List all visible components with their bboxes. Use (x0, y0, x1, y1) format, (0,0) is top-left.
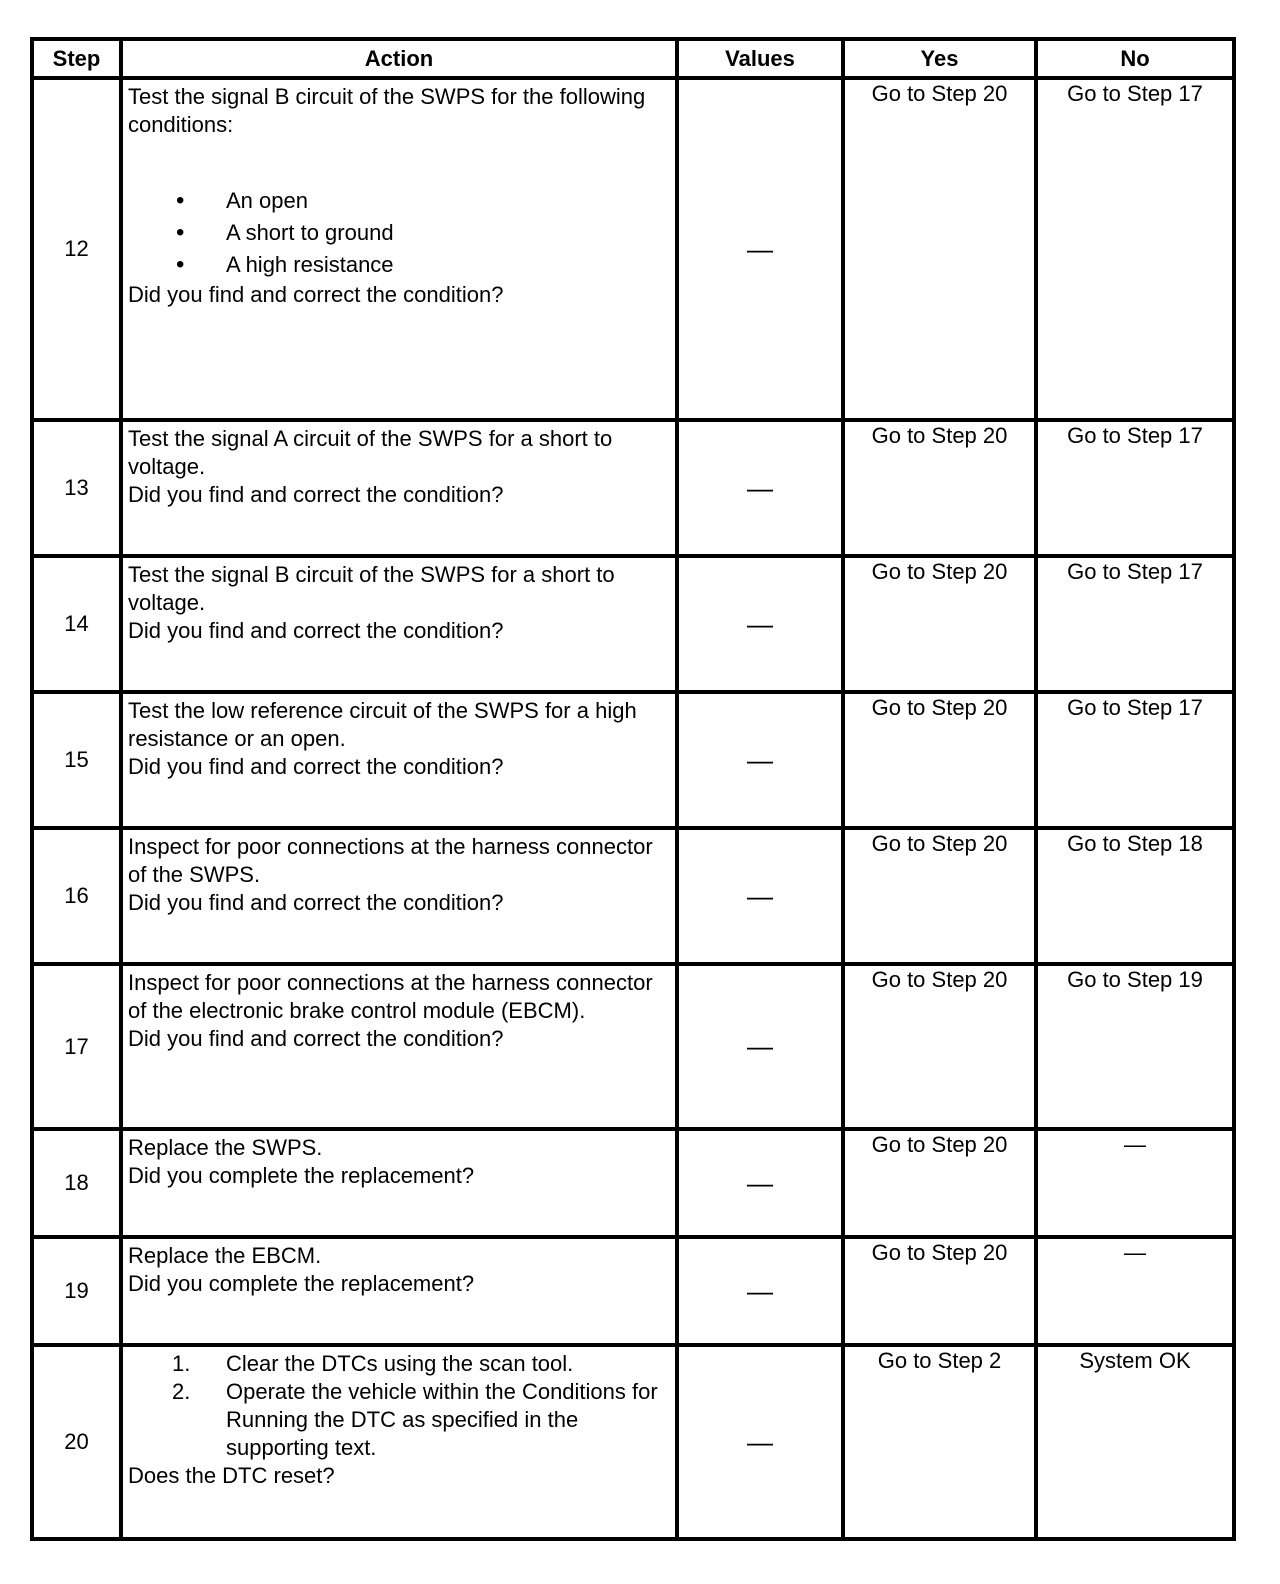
table-row (32, 692, 1234, 828)
yes-cell (843, 1237, 1036, 1345)
action-text: Test the low reference circuit of the SWPS for a high resistance or an open. (128, 698, 637, 751)
procedure-list (128, 1350, 671, 1462)
action-question: Did you complete the replacement? (128, 1271, 475, 1296)
no-result: — (1124, 1240, 1146, 1265)
value-cell: — (677, 420, 843, 556)
value-cell: — (677, 78, 843, 420)
no-cell (1036, 1129, 1234, 1237)
yes-result: Go to Step 20 (871, 831, 1008, 856)
table-row (32, 964, 1234, 1129)
action-question: Did you find and correct the condition? (128, 890, 504, 915)
list-item (128, 1378, 671, 1462)
list-number: 1. (172, 1351, 191, 1376)
yes-cell (843, 964, 1036, 1129)
step-number: 16 (32, 828, 121, 964)
yes-cell (843, 692, 1036, 828)
list-text: Operate the vehicle within the Conditions for Running the DTC as specified in the supporting text. (226, 1379, 658, 1460)
action-cell (121, 78, 677, 420)
list-number: 2. (172, 1379, 191, 1404)
value-cell: — (677, 1237, 843, 1345)
yes-cell (843, 78, 1036, 420)
action-text: Test the signal A circuit of the SWPS for a short to voltage. (128, 426, 613, 479)
yes-result: Go to Step 20 (871, 81, 1008, 106)
action-text: Replace the EBCM. (128, 1243, 322, 1268)
table-row (32, 420, 1234, 556)
action-text: Inspect for poor connections at the harness connector of the SWPS. (128, 834, 653, 887)
step-number: 18 (32, 1129, 121, 1237)
action-cell (121, 1345, 677, 1539)
action-question: Did you find and correct the condition? (128, 282, 504, 307)
step-number: 13 (32, 420, 121, 556)
action-cell (121, 1129, 677, 1237)
table-row (32, 1345, 1234, 1539)
header-values: Values (677, 39, 843, 78)
no-cell (1036, 692, 1234, 828)
header-action: Action (121, 39, 677, 78)
action-cell (121, 828, 677, 964)
list-item (128, 1350, 671, 1378)
action-question: Does the DTC reset? (128, 1463, 335, 1488)
yes-cell (843, 1345, 1036, 1539)
no-cell (1036, 1237, 1234, 1345)
value-cell: — (677, 1129, 843, 1237)
yes-cell (843, 828, 1036, 964)
action-text: Test the signal B circuit of the SWPS for a short to voltage. (128, 562, 615, 615)
action-cell (121, 1237, 677, 1345)
no-cell (1036, 420, 1234, 556)
yes-result: Go to Step 20 (871, 559, 1008, 584)
no-result: Go to Step 17 (1067, 423, 1203, 448)
no-cell (1036, 78, 1234, 420)
action-cell (121, 964, 677, 1129)
yes-cell (843, 1129, 1036, 1237)
no-cell (1036, 964, 1234, 1129)
no-result: Go to Step 17 (1067, 81, 1203, 106)
action-question: Did you complete the replacement? (128, 1163, 475, 1188)
table-row (32, 1129, 1234, 1237)
diagnostic-table (30, 37, 1236, 1541)
step-number: 14 (32, 556, 121, 692)
table-row (32, 78, 1234, 420)
yes-result: Go to Step 20 (871, 1132, 1008, 1157)
no-cell (1036, 828, 1234, 964)
no-result: Go to Step 18 (1067, 831, 1203, 856)
value-cell: — (677, 964, 843, 1129)
action-text: Inspect for poor connections at the harness connector of the electronic brake control module (EBCM). (128, 970, 653, 1023)
action-cell (121, 692, 677, 828)
header-no: No (1036, 39, 1234, 78)
action-question: Did you find and correct the condition? (128, 754, 504, 779)
list-item: • A high resistance (128, 249, 671, 281)
header-row (32, 39, 1234, 78)
action-text: Replace the SWPS. (128, 1135, 323, 1160)
condition-list (128, 185, 671, 281)
no-result: System OK (1079, 1348, 1191, 1373)
yes-result: Go to Step 20 (871, 967, 1008, 992)
yes-result: Go to Step 20 (871, 423, 1008, 448)
list-item: • An open (128, 185, 671, 217)
value-cell: — (677, 828, 843, 964)
step-number: 17 (32, 964, 121, 1129)
step-number: 12 (32, 78, 121, 420)
no-result: Go to Step 19 (1067, 967, 1203, 992)
yes-result: Go to Step 20 (871, 695, 1008, 720)
yes-cell (843, 420, 1036, 556)
no-cell (1036, 1345, 1234, 1539)
value-cell: — (677, 692, 843, 828)
list-text: Clear the DTCs using the scan tool. (226, 1351, 574, 1376)
value-cell: — (677, 1345, 843, 1539)
step-number: 20 (32, 1345, 121, 1539)
no-result: Go to Step 17 (1067, 559, 1203, 584)
no-cell (1036, 556, 1234, 692)
value-cell: — (677, 556, 843, 692)
action-question: Did you find and correct the condition? (128, 1026, 504, 1051)
step-number: 19 (32, 1237, 121, 1345)
yes-result: Go to Step 20 (871, 1240, 1008, 1265)
no-result: Go to Step 17 (1067, 695, 1203, 720)
table-row (32, 556, 1234, 692)
step-number: 15 (32, 692, 121, 828)
header-step: Step (32, 39, 121, 78)
yes-result: Go to Step 2 (877, 1348, 1002, 1373)
action-cell (121, 556, 677, 692)
action-cell (121, 420, 677, 556)
table-row (32, 1237, 1234, 1345)
no-result: — (1124, 1132, 1146, 1157)
action-question: Did you find and correct the condition? (128, 618, 504, 643)
action-text: Test the signal B circuit of the SWPS for the following conditions: (128, 84, 646, 137)
table-row (32, 828, 1234, 964)
action-question: Did you find and correct the condition? (128, 482, 504, 507)
list-item: • A short to ground (128, 217, 671, 249)
header-yes: Yes (843, 39, 1036, 78)
yes-cell (843, 556, 1036, 692)
